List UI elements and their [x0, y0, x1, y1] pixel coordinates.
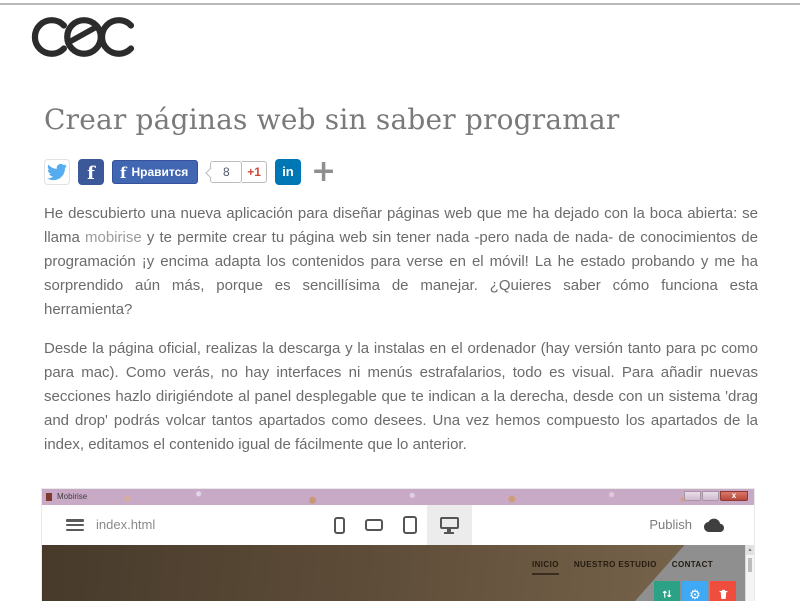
facebook-f-icon: f — [87, 163, 95, 184]
window-titlebar — [42, 489, 754, 505]
move-arrows-icon — [661, 588, 673, 600]
facebook-f-icon: f — [120, 163, 127, 182]
paragraph-text: He descubierto una nueva aplicación para diseñar páginas web que me ha dejado con la boca abierta: se llama — [44, 205, 758, 246]
more-share-button[interactable] — [310, 153, 337, 189]
cec-logo-icon — [27, 13, 142, 59]
cloud-upload-icon[interactable] — [704, 517, 724, 532]
desktop-button[interactable] — [427, 505, 472, 545]
twitter-bird-icon — [47, 162, 67, 182]
like-counter — [210, 161, 267, 183]
delete-block-button[interactable] — [710, 581, 736, 601]
like-count-value: 8 — [222, 164, 230, 179]
desktop-monitor-icon — [440, 517, 459, 534]
phone-landscape-button[interactable] — [355, 505, 393, 545]
like-button-label: Нравится — [131, 164, 189, 179]
maximize-button[interactable] — [702, 491, 719, 501]
linkedin-in-icon: in — [282, 164, 294, 179]
article-paragraph-2: Desde la página oficial, realizas la descarga y la instalas en el ordenador (hay versión tanto para pc como para mac). Como verás, no hay interfaces ni menús estrafalarios, todo es visual. Para añadir nuevas secciones hazlo dirigiéndote al panel desplegable que te indican a la derecha, desde con un sistema 'drag and drop' podrás volcar tantos apartados como desees. Una vez hemos compuesto los apartados de la index, editamos el contenido igual de fácilmente que lo anterior. — [44, 340, 758, 453]
paragraph-text: y te permite crear tu página web sin tener nada -pero nada de nada- de conocimientos de programación ¡y encima adapta los contenidos para verse en el móvil! La he estado probando y me ha sorprendido aún más, porque es sencillísima de manejar. ¿Quieres saber cómo funciona esta herramienta? — [44, 229, 758, 318]
facebook-like-button[interactable] — [112, 160, 198, 184]
tablet-icon — [403, 516, 417, 534]
plus-one-badge[interactable] — [242, 161, 267, 183]
hamburger-menu-icon[interactable] — [66, 519, 84, 531]
gear-icon: ⚙ — [689, 586, 701, 601]
nav-item-inicio[interactable]: INICIO — [532, 560, 559, 575]
window-title: Mobirise — [57, 492, 88, 501]
share-buttons-row — [44, 153, 337, 189]
facebook-share-button[interactable] — [78, 159, 104, 185]
tablet-button[interactable] — [393, 505, 427, 545]
close-button[interactable]: x — [720, 491, 748, 501]
phone-portrait-button[interactable] — [324, 505, 355, 545]
plus-icon: + — [310, 153, 337, 189]
phone-portrait-icon — [334, 517, 345, 534]
phone-landscape-icon — [365, 519, 383, 531]
scrollbar-thumb[interactable] — [748, 558, 752, 572]
app-icon — [46, 493, 52, 501]
current-filename[interactable]: index.html — [96, 517, 156, 532]
preview-scrollbar[interactable] — [745, 545, 754, 601]
nav-item-nuestro-estudio[interactable]: NUESTRO ESTUDIO — [573, 560, 657, 569]
cec-logo[interactable] — [27, 13, 142, 59]
site-preview-area — [42, 545, 754, 601]
top-divider — [0, 3, 800, 5]
trash-icon — [718, 588, 729, 600]
block-action-buttons — [654, 581, 736, 601]
preview-site-nav — [532, 560, 713, 575]
device-preview-switcher — [324, 505, 472, 545]
move-block-button[interactable] — [654, 581, 680, 601]
article-paragraph-1 — [44, 202, 758, 322]
block-settings-button[interactable] — [682, 581, 708, 601]
mobirise-link[interactable]: mobirise — [85, 229, 142, 246]
mobirise-toolbar — [42, 505, 754, 546]
twitter-share-button[interactable] — [44, 159, 70, 185]
plus-one-value: +1 — [247, 164, 261, 179]
publish-button[interactable]: Publish — [649, 517, 692, 532]
linkedin-share-button[interactable] — [275, 159, 301, 185]
mobirise-screenshot — [42, 489, 754, 601]
window-controls — [684, 491, 748, 501]
page-title: Crear páginas web sin saber programar — [44, 103, 620, 136]
scrollbar-up-arrow[interactable]: ▲ — [747, 547, 753, 553]
minimize-button[interactable] — [684, 491, 701, 501]
like-count-bubble — [210, 161, 242, 183]
nav-item-contact[interactable]: CONTACT — [671, 560, 714, 569]
